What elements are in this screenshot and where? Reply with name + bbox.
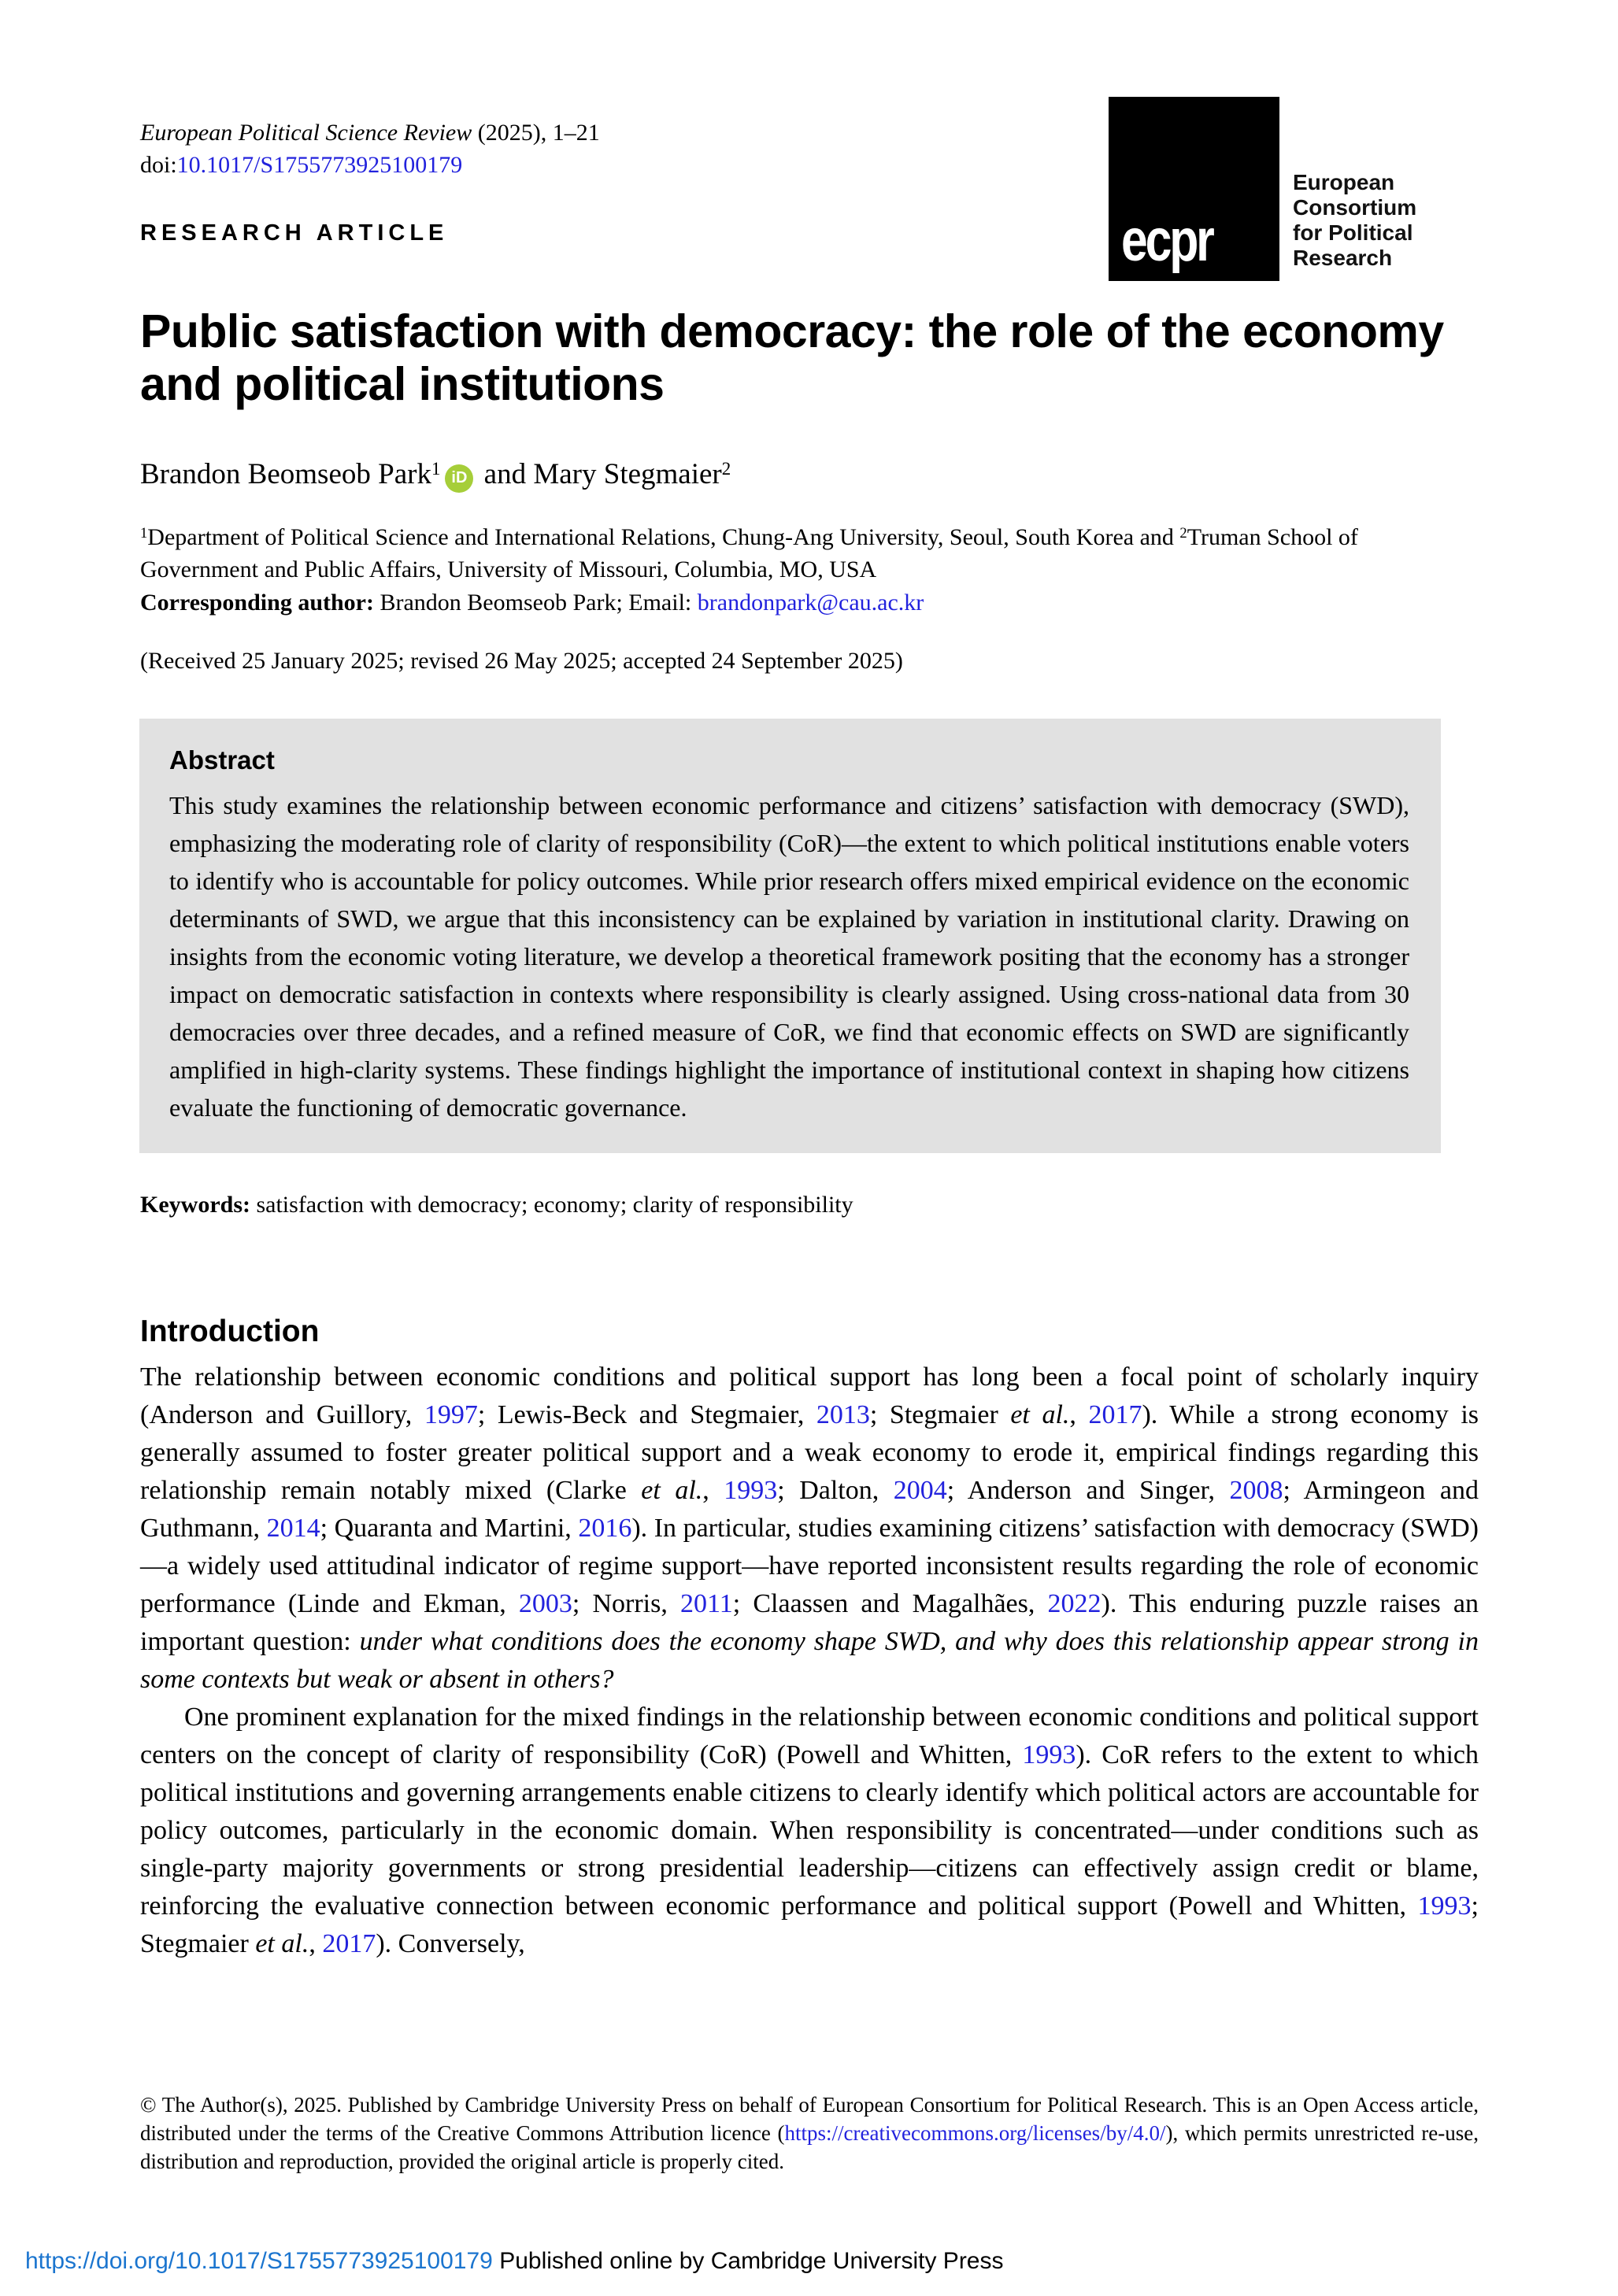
keywords-label: Keywords: (140, 1192, 257, 1218)
received-dates: (Received 25 January 2025; revised 26 May 2025; accepted 24 September 2025) (140, 648, 903, 674)
text-segment: ; Dalton, (777, 1476, 894, 1505)
text-segment: ). Conversely, (376, 1929, 525, 1958)
text-segment: ; Anderson and Singer, (946, 1476, 1230, 1505)
cc-licence-link[interactable]: https://creativecommons.org/licenses/by/4.0/ (784, 2121, 1166, 2145)
text-segment: et al. (1010, 1400, 1070, 1429)
citation-link[interactable]: 2017 (1088, 1400, 1142, 1429)
text-segment: ). While a strong economy is generally assumed to foster greater political support and a weak economy to erode it, empirical findings regarding this relationship remain notably mixed (Clarke (140, 1400, 1479, 1505)
article-type-label: RESEARCH ARTICLE (140, 220, 449, 246)
intro-paragraph-1 (140, 1359, 1479, 1699)
intro-paragraph-2 (140, 1699, 1479, 1963)
citation-link[interactable]: 2003 (518, 1589, 572, 1618)
affiliation-marker: 2 (1179, 524, 1187, 542)
author-affiliation-marker: 2 (721, 458, 731, 479)
text-segment: ; Quaranta and Martini, (320, 1514, 579, 1543)
copyright-notice (140, 2091, 1479, 2176)
citation-link[interactable]: 2017 (322, 1929, 376, 1958)
ecpr-org-line: Research (1293, 246, 1393, 270)
text-segment: The relationship between economic conditions and political support has long been a focal point of scholarly inquiry (Anderson and Guillory, (140, 1362, 1479, 1429)
ecpr-logo-wordmark: ecpr (1121, 207, 1213, 274)
abstract-text: This study examines the relationship between economic performance and citizens’ satisfaction with democracy (SWD), emphasizing the moderating role of clarity of responsibility (CoR)—the extent to which political institutions enable voters to identify who is accountable for policy outcomes. While prior research offers mixed empirical evidence on the economic determinants of SWD, we argue that this inconsistency can be explained by variation in institutional clarity. Drawing on insights from the economic voting literature, we develop a theoretical framework positing that the economy has a stronger impact on democratic satisfaction in contexts where responsibility is clearly assigned. Using cross-national data from 30 democracies over three decades, and a refined measure of CoR, we find that economic effects on SWD are significantly amplified in high-clarity systems. These findings highlight the importance of institutional context in shaping how citizens evaluate the functioning of democratic governance. (169, 791, 1409, 1122)
ecpr-org-line: for Political (1293, 220, 1413, 245)
orcid-icon: iD (445, 464, 473, 493)
text-segment: ). This enduring puzzle raises an important question: (140, 1589, 1479, 1656)
authors-line (140, 457, 731, 493)
citation-link[interactable]: 1997 (424, 1400, 478, 1429)
text-segment: , (1069, 1400, 1089, 1429)
affiliation-text: Truman School of Government and Public Affairs, University of Missouri, Columbia, MO, USA (140, 524, 1358, 582)
text-segment: ; Norris, (572, 1589, 681, 1618)
citation-link[interactable]: 2004 (893, 1476, 947, 1505)
author-affiliation-marker: 1 (431, 458, 441, 479)
text-segment: ; Armingeon and Guthmann, (140, 1476, 1479, 1543)
text-segment: ; Lewis-Beck and Stegmaier, (477, 1400, 816, 1429)
footer-publisher-note: Published online by Cambridge University Press (492, 2248, 1004, 2274)
corresponding-label: Corresponding author: (140, 590, 380, 616)
introduction-body (140, 1359, 1479, 1963)
ecpr-logo-text (1293, 170, 1545, 271)
text-segment: et al. (255, 1929, 309, 1958)
ecpr-org-line: Consortium (1293, 195, 1417, 220)
ecpr-logo-square (1109, 97, 1279, 281)
keywords-line (140, 1192, 853, 1218)
text-segment: ; Stegmaier (140, 1891, 1479, 1958)
citation-link[interactable]: 2008 (1229, 1476, 1283, 1505)
masthead (140, 116, 600, 181)
author-name: Brandon Beomseob Park (140, 458, 431, 490)
text-segment: ). In particular, studies examining citizens’ satisfaction with democracy (SWD)—a widely used attitudinal indicator of regime support—have reported inconsistent results regarding the role of economic performance (Linde and Ekman, (140, 1514, 1479, 1618)
footer-doi-link[interactable]: https://doi.org/10.1017/S1755773925100179 (25, 2248, 493, 2274)
journal-issue-pages: (2025), 1–21 (472, 120, 600, 146)
corresponding-text: Brandon Beomseob Park; Email: (380, 590, 698, 616)
doi-label: doi: (140, 152, 177, 178)
page-footer (25, 2248, 1004, 2275)
affiliation-marker: 1 (140, 524, 148, 542)
citation-link[interactable]: 2022 (1047, 1589, 1101, 1618)
affiliation-text: Department of Political Science and International Relations, Chung-Ang University, Seoul, South Korea and (147, 524, 1180, 550)
keywords-text: satisfaction with democracy; economy; clarity of responsibility (256, 1192, 853, 1218)
text-segment: , (702, 1476, 724, 1505)
corresponding-author-line (140, 590, 924, 616)
text-segment: © The Author(s), 2025. Published by Cambridge University Press on behalf of European Consortium for Political Research. This is an Open Access article, distributed under the terms of the Creative Commons Attribution licence ( (140, 2093, 1479, 2145)
introduction-heading: Introduction (140, 1314, 320, 1348)
email-link[interactable]: brandonpark@cau.ac.kr (697, 590, 924, 616)
journal-line (140, 116, 600, 149)
ecpr-logo (1109, 97, 1550, 286)
citation-link[interactable]: 2013 (816, 1400, 870, 1429)
affiliations (140, 521, 1479, 586)
citation-link[interactable]: 1993 (1417, 1891, 1472, 1921)
text-segment: ). CoR refers to the extent to which political institutions and governing arrangements enable citizens to clearly identify which political actors are accountable for policy outcomes, particularly in the economic domain. When responsibility is concentrated—under conditions such as single-party majority governments or strong presidential leadership—citizens can effectively assign credit or blame, reinforcing the evaluative connection between economic performance and political support (Powell and Whitten, (140, 1740, 1479, 1921)
citation-link[interactable]: 2016 (578, 1514, 632, 1543)
abstract-heading: Abstract (169, 745, 275, 775)
ecpr-org-line: European (1293, 170, 1395, 194)
abstract-box (139, 719, 1441, 1153)
text-segment: One prominent explanation for the mixed findings in the relationship between economic conditions and political support centers on the concept of clarity of responsibility (CoR) (Powell and Whitten, (140, 1703, 1479, 1769)
journal-name: European Political Science Review (140, 120, 472, 146)
text-segment: ), which permits unrestricted re-use, distribution and reproduction, provided the original article is properly cited. (140, 2121, 1479, 2173)
doi-link[interactable]: 10.1017/S1755773925100179 (176, 152, 463, 178)
citation-link[interactable]: 2011 (680, 1589, 733, 1618)
citation-link[interactable]: 2014 (266, 1514, 320, 1543)
doi-line (140, 149, 600, 181)
text-segment: ; Claassen and Magalhães, (732, 1589, 1048, 1618)
text-segment: et al. (641, 1476, 703, 1505)
text-segment: ; Stegmaier (869, 1400, 1011, 1429)
author-name: and Mary Stegmaier (476, 458, 722, 490)
citation-link[interactable]: 1993 (1022, 1740, 1076, 1769)
text-segment: under what conditions does the economy shape SWD, and why does this relationship appear strong in some contexts but weak or absent in others? (140, 1627, 1479, 1694)
paper-title: Public satisfaction with democracy: the role of the economy and political institutions (140, 305, 1444, 410)
citation-link[interactable]: 1993 (724, 1476, 778, 1505)
text-segment: , (309, 1929, 323, 1958)
